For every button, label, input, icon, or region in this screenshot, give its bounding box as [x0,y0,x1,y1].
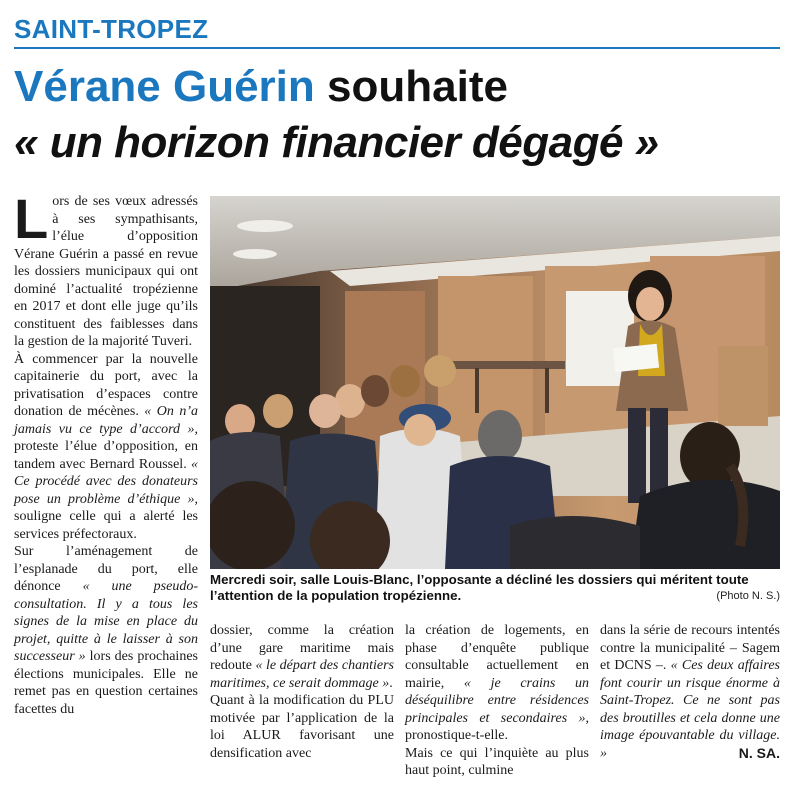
paragraph-2-text-a: À commencer par la nouvelle capitainerie du port, avec la privatisation d’espaces contre donation de mécènes. [14,351,198,419]
photo-caption: Mercredi soir, salle Louis-Blanc, l’opposante a décliné les dossiers qui méritent toute l’attention de la population tropézienne. [210,572,749,603]
paragraph-2-text-b: , proteste l’élue d’opposition, en tandem avec Bernard Roussel. [14,421,198,472]
paragraph-3-text-b: lors des prochaines élections municipales. Elle ne remet pas en question certaines facettes du [14,649,198,717]
article-photo [210,196,780,569]
headline-name: Vérane Guérin [14,62,315,111]
column-2-quote: « le départ des chantiers maritimes, ce serait dommage » [210,658,394,691]
rubric-rule [14,47,780,49]
article-column-2 [210,622,394,762]
audience-photo-illustration [210,196,780,569]
paragraph-3 [14,543,198,718]
paragraph-3-text-a: Sur l’aménagement de l’esplanade du port, elle dénonce [14,544,198,594]
article-column-1 [14,187,198,718]
paragraph-2-quote-2: « Ce procédé avec des donateurs pose un problème d’éthique » [14,456,198,507]
column-3-text-a: la création de logements, en phase d’enquête publique consultable actuellement en mairie, [405,623,589,691]
column-3-text-b: , pronostique-t-elle. [405,710,589,743]
column-2-text-b: . [389,675,393,691]
paragraph-1-text: ors de ses vœux adressés à ses sympathisants, l’élue d’opposition Vérane Guérin a passé en revue les dossiers municipaux qui ont dominé l’actualité tropézienne en 2017 et dont elle juge qu’ils constituent des faiblesses dans la gestion de la majorité Tuveri. [14,194,198,349]
paragraph-1 [14,187,198,351]
paragraph-2 [14,351,198,544]
article-column-3 [405,622,589,780]
paragraph-3-quote: « une pseudo-consultation. Il y a tous les signes de la mise en place du projet, quitte à le laisser à son successeur » [14,579,198,664]
section-rubric: SAINT-TROPEZ [14,14,209,44]
column-3-quote: « je crains un déséquilibre entre résidences principales et secondaires » [405,675,589,726]
column-2-text-a: dossier, comme la création d’une gare maritime mais redoute [210,623,394,673]
headline-verb: souhaite [327,62,508,111]
author-signature: N. SA. [738,744,780,761]
photo-credit: (Photo N. S.) [716,590,780,602]
column-4-paragraph-1 [600,622,780,762]
drop-cap: L [14,187,49,250]
column-2-paragraph-2: Quant à la modification du PLU motivée par l’application de la loi ALUR favorisant une densification avec [210,693,394,761]
column-3-paragraph-2: Mais ce qui l’inquiète au plus haut point, culmine [405,745,589,778]
column-4-text-a: dans la série de recours intentés contre la municipalité – Sagem et DCNS –. [600,623,780,673]
article-column-4 [600,622,780,762]
column-3-paragraph-1 [405,622,589,745]
column-2-paragraph-1 [210,622,394,692]
paragraph-2-text-c: , souligne celle qui a alerté les services préfectoraux. [14,491,198,542]
column-4-quote: « Ces deux affaires font courir un risque énorme à Saint-Tropez. Ce ne sont pas des broutilles et cela donne une image épouvantable du village. » [600,658,781,761]
headline-quote: « un horizon financier dégagé » [14,118,659,167]
paragraph-2-quote: « On n’a jamais vu ce type d’accord » [14,404,198,437]
headline-line-1 [14,62,508,112]
